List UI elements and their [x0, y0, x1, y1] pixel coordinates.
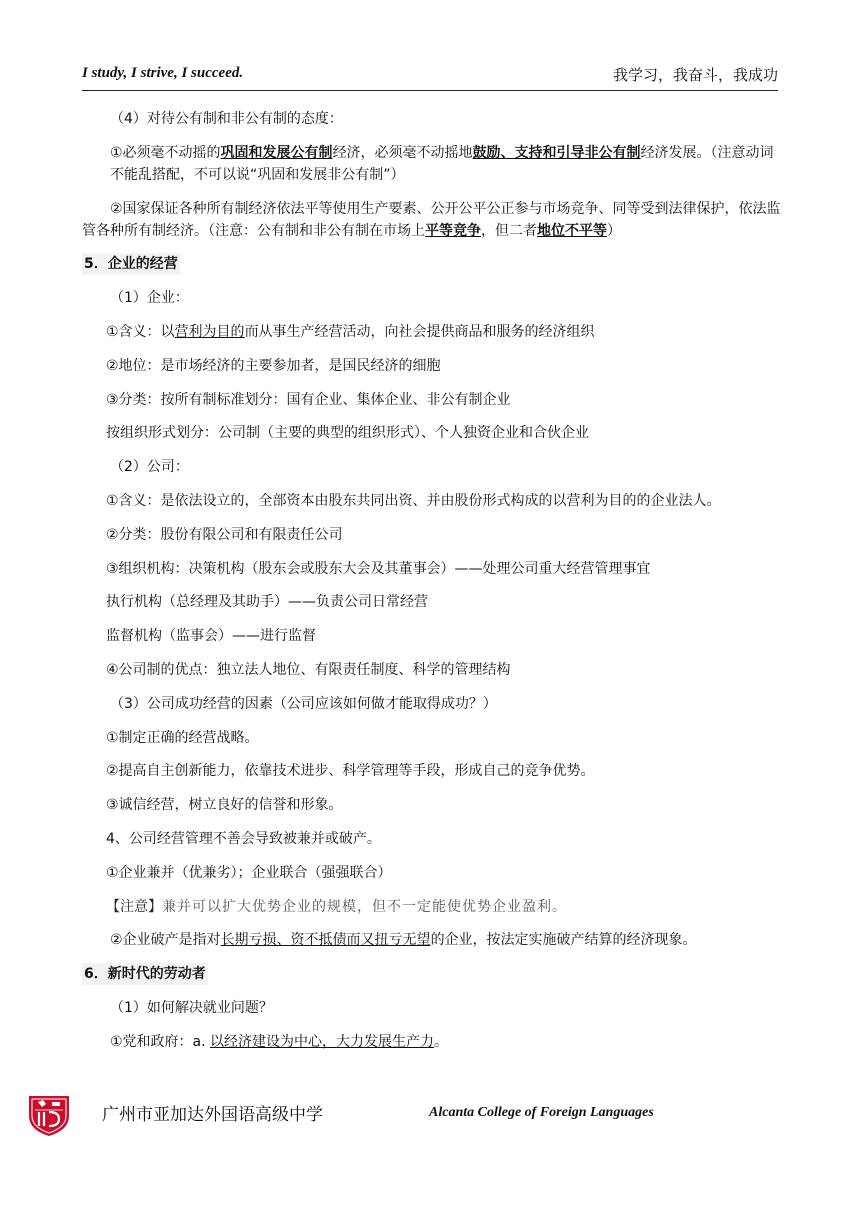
paragraph: ②分类：股份有限公司和有限责任公司	[106, 526, 343, 543]
school-crest-icon	[24, 1090, 74, 1138]
document-body	[82, 108, 782, 1065]
paragraph: 4、公司经营管理不善会导致被兼并或破产。	[106, 830, 381, 847]
paragraph: （1）企业：	[110, 290, 189, 307]
paragraph: ①党和政府：a. 以经济建设为中心，大力发展生产力。	[110, 1033, 449, 1050]
paragraph: 按组织形式划分：公司制（主要的典型的组织形式）、个人独资企业和合伙企业	[106, 425, 589, 442]
paragraph: ①必须毫不动摇的巩固和发展公有制经济，必须毫不动摇地鼓励、支持和引导非公有制经济发展。（注意动词不能乱搭配，不可以说“巩固和发展非公有制”）	[110, 144, 774, 183]
paragraph: ②国家保证各种所有制经济依法平等使用生产要素、公开公平公正参与市场竞争、同等受到法律保护，依法监管各种所有制经济。（注意：公有制和非公有制在市场上平等竞争，但二者地位不平等）	[82, 200, 781, 239]
footer-school-name-cn: 广州市亚加达外国语高级中学	[102, 1105, 323, 1125]
paragraph: ②地位：是市场经济的主要参加者，是国民经济的细胞	[106, 357, 441, 374]
paragraph: （2）公司：	[110, 459, 189, 476]
paragraph: ④公司制的优点：独立法人地位、有限责任制度、科学的管理结构	[106, 661, 511, 678]
paragraph: 执行机构（总经理及其助手）——负责公司日常经营	[106, 594, 428, 611]
paragraph: ③分类：按所有制标准划分：国有企业、集体企业、非公有制企业	[106, 391, 511, 408]
paragraph: 监督机构（监事会）——进行监督	[106, 628, 316, 645]
paragraph: ①含义：是依法设立的，全部资本由股东共同出资、并由股份形式构成的以营利为目的的企业法人。	[106, 492, 721, 509]
paragraph: ②提高自主创新能力，依靠技术进步、科学管理等手段，形成自己的竞争优势。	[106, 763, 595, 780]
footer-school-name-en: Alcanta College of Foreign Languages	[429, 1105, 654, 1120]
paragraph: ③组织机构：决策机构（股东会或股东大会及其董事会）——处理公司重大经营管理事宜	[106, 560, 651, 577]
section-heading: 5．企业的经营	[82, 253, 180, 275]
page-header	[82, 62, 778, 91]
paragraph: （3）公司成功经营的因素（公司应该如何做才能取得成功？）	[110, 695, 497, 712]
paragraph: ①制定正确的经营战略。	[106, 729, 259, 746]
paragraph: ③诚信经营，树立良好的信誉和形象。	[106, 797, 343, 814]
paragraph: ①含义：以营利为目的而从事生产经营活动，向社会提供商品和服务的经济组织	[106, 323, 595, 340]
note-paragraph: 【注意】兼并可以扩大优势企业的规模，但不一定能使优势企业盈利。	[106, 898, 567, 915]
header-motto-cn: 我学习，我奋斗，我成功	[612, 66, 778, 84]
section-heading: 6．新时代的劳动者	[82, 963, 208, 985]
paragraph: ②企业破产是指对长期亏损、资不抵债而又扭亏无望的企业，按法定实施破产结算的经济现象。	[110, 932, 697, 949]
header-motto-en: I study, I strive, I succeed.	[82, 65, 244, 81]
paragraph: （1）如何解决就业问题？	[110, 999, 273, 1016]
page-footer	[24, 1090, 724, 1140]
paragraph: （4）对待公有制和非公有制的态度：	[110, 111, 343, 127]
paragraph: ①企业兼并（优兼劣）；企业联合（强强联合）	[106, 864, 392, 881]
